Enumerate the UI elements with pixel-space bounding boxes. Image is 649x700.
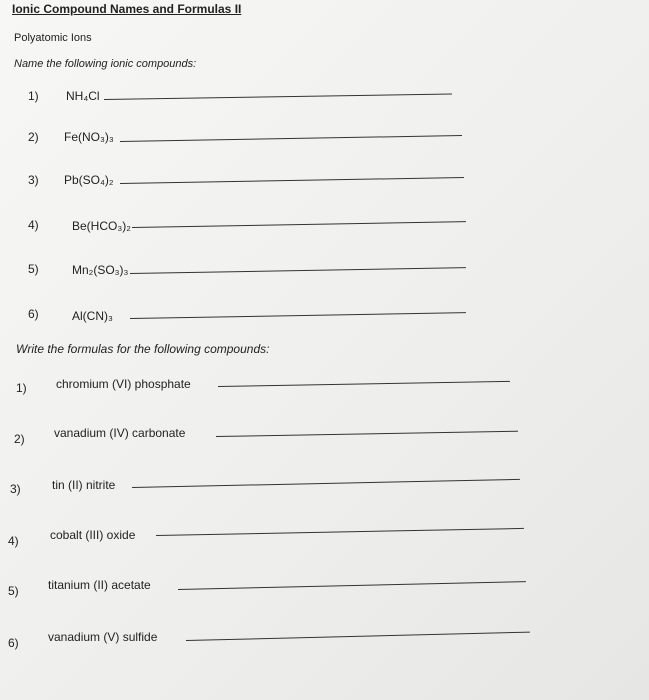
answer-line[interactable] [130,312,466,319]
s1-item-number: 4) [28,218,39,232]
s1-item-number: 6) [28,307,39,321]
s1-item-formula: Pb(SO₄)₂ [64,173,114,187]
s1-item-formula: Be(HCO₃)₂ [72,219,131,233]
s2-item-name: vanadium (V) sulfide [48,630,158,644]
s1-item-number: 3) [28,173,39,187]
s1-item-number: 1) [28,89,39,103]
s2-item-number: 6) [8,636,19,650]
s1-item-number: 2) [28,130,39,144]
worksheet-subtitle: Polyatomic Ions [14,32,92,44]
section2-instruction: Write the formulas for the following compounds: [16,342,270,356]
s2-item-name: titanium (II) acetate [48,578,151,592]
answer-line[interactable] [156,528,524,536]
s2-item-number: 5) [8,584,19,598]
s2-item-name: cobalt (III) oxide [50,528,136,542]
answer-line[interactable] [120,177,464,184]
s2-item-name: vanadium (IV) carbonate [54,426,186,440]
answer-line[interactable] [130,267,466,274]
answer-line[interactable] [104,94,452,100]
answer-line[interactable] [132,221,466,228]
s1-item-formula: Al(CN)₃ [72,309,113,323]
answer-line[interactable] [132,479,520,488]
s1-item-formula: Fe(NO₃)₃ [64,130,114,144]
s1-item-formula: Mn₂(SO₃)₃ [72,263,129,277]
worksheet-title: Ionic Compound Names and Formulas II [12,2,242,16]
s2-item-number: 1) [16,381,27,395]
answer-line[interactable] [218,381,510,387]
s2-item-number: 4) [8,534,19,548]
answer-line[interactable] [178,581,526,590]
answer-line[interactable] [216,431,518,437]
s2-item-name: tin (II) nitrite [52,478,116,492]
s2-item-number: 3) [10,482,21,496]
answer-line[interactable] [186,632,530,641]
section1-instruction: Name the following ionic compounds: [14,58,197,70]
s1-item-formula: NH₄Cl [66,89,100,103]
s2-item-number: 2) [14,432,25,446]
s2-item-name: chromium (VI) phosphate [56,377,191,391]
answer-line[interactable] [120,135,462,142]
s1-item-number: 5) [28,262,39,276]
